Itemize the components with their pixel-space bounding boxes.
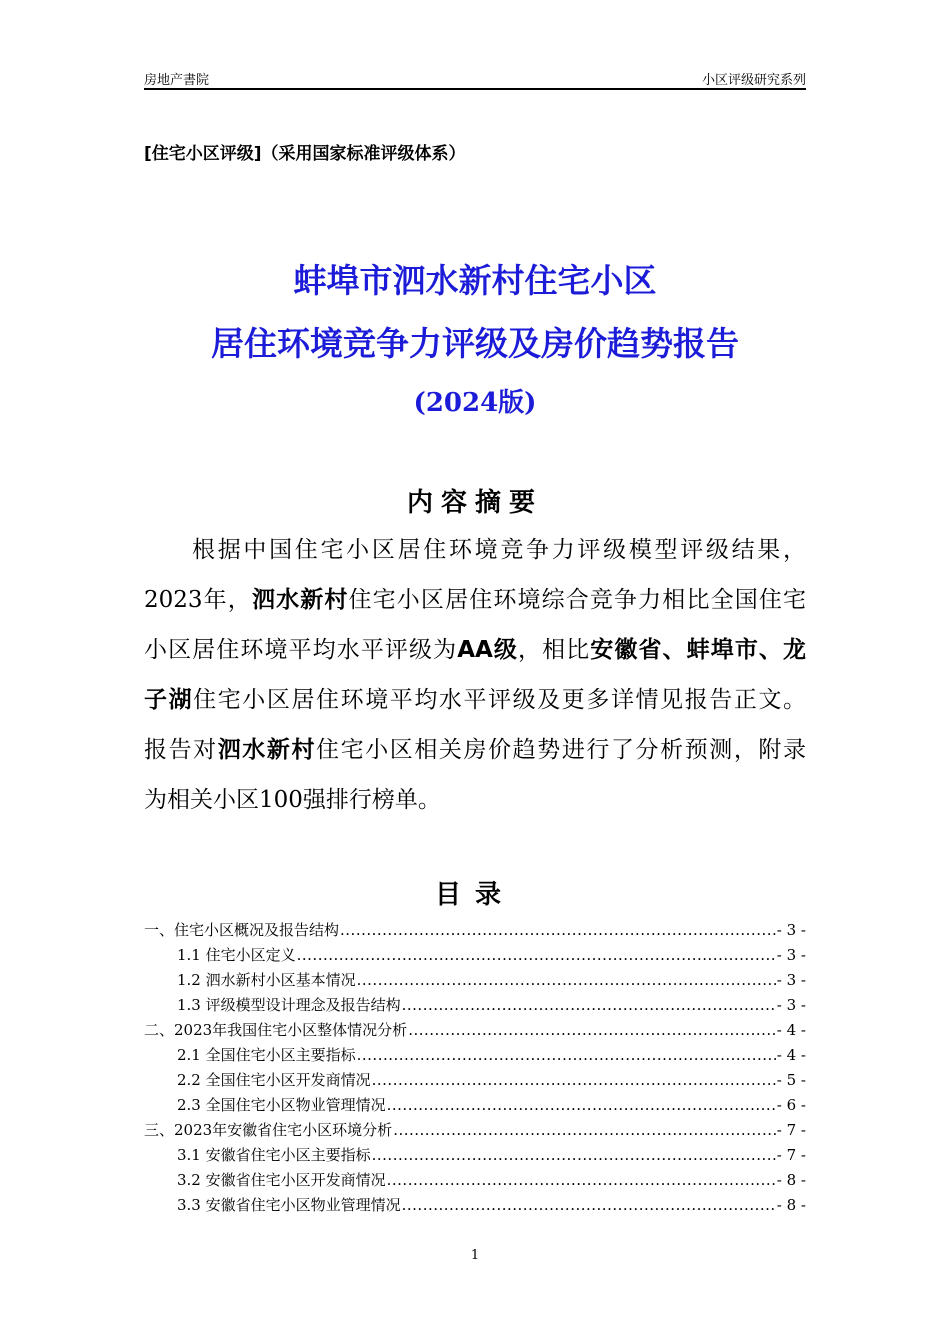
toc-entry-label: 3.2 安徽省住宅小区开发商情况	[177, 1171, 386, 1189]
toc-entry[interactable]	[144, 944, 806, 969]
toc-entry-page: - 3 -	[776, 996, 806, 1014]
toc-dot-leader	[408, 1019, 776, 1041]
abstract-line	[144, 730, 806, 780]
toc-entry-page: - 7 -	[776, 1121, 806, 1139]
abstract-paragraph	[144, 530, 806, 830]
abstract-line	[144, 680, 806, 730]
toc-entry[interactable]	[144, 1119, 806, 1144]
body-text: 住宅小区居住环境综合竞争力相比全国住宅	[348, 587, 807, 613]
toc-entry-page: - 3 -	[776, 971, 806, 989]
body-text: 住宅小区相关房价趋势进行了分析预测，附录	[316, 737, 807, 763]
page-header	[144, 68, 806, 90]
toc-dot-leader	[357, 1044, 776, 1066]
header-publisher: 房地产書院	[144, 73, 210, 88]
report-title-line1: 蚌埠市泗水新村住宅小区	[293, 261, 657, 300]
body-text: 小区居住环境平均水平评级为	[144, 637, 458, 663]
page-number: 1	[470, 1248, 480, 1263]
toc-dot-leader	[372, 1144, 776, 1166]
toc-dot-leader	[402, 1194, 776, 1216]
toc-entry[interactable]	[144, 1019, 806, 1044]
emphasis-text: 泗水新村	[251, 587, 349, 613]
toc-entry[interactable]	[144, 994, 806, 1019]
toc-entry[interactable]	[144, 1069, 806, 1094]
abstract-line	[144, 780, 806, 830]
toc-entry-label: 三、2023年安徽省住宅小区环境分析	[144, 1121, 393, 1139]
body-text: 报告对	[144, 737, 218, 763]
emphasis-text: 泗水新村	[217, 737, 317, 763]
body-text: 住宅小区居住环境平均水平评级及更多详情见报告正文。	[193, 687, 807, 713]
report-edition: (2024版)	[413, 388, 537, 418]
toc-heading: 目录	[434, 880, 515, 910]
toc-dot-leader	[372, 1069, 776, 1091]
toc-dot-leader	[297, 944, 776, 966]
toc-dot-leader	[393, 1119, 776, 1141]
toc-entry-page: - 8 -	[776, 1171, 806, 1189]
abstract-heading: 内容摘要	[406, 488, 543, 518]
toc-entry-page: - 8 -	[776, 1196, 806, 1214]
body-text: ，相比	[518, 637, 591, 663]
toc-entry-page: - 5 -	[776, 1071, 806, 1089]
toc-entry[interactable]	[144, 969, 806, 994]
toc-dot-leader	[387, 1094, 776, 1116]
toc-entry-label: 2.1 全国住宅小区主要指标	[177, 1046, 356, 1064]
toc-entry-page: - 3 -	[776, 946, 806, 964]
toc-dot-leader	[402, 994, 776, 1016]
toc-entry-label: 3.3 安徽省住宅小区物业管理情况	[177, 1196, 401, 1214]
body-text: 根据中国住宅小区居住环境竞争力评级模型评级结果，	[192, 537, 806, 563]
toc-entry[interactable]	[144, 1094, 806, 1119]
emphasis-text: AA级	[457, 637, 518, 663]
report-title-line2: 居住环境竞争力评级及房价趋势报告	[211, 324, 739, 363]
toc-entry[interactable]	[144, 1144, 806, 1169]
table-of-contents	[144, 919, 806, 1219]
toc-entry-label: 二、2023年我国住宅小区整体情况分析	[144, 1021, 408, 1039]
toc-entry-page: - 4 -	[776, 1046, 806, 1064]
toc-entry-label: 1.1 住宅小区定义	[177, 946, 296, 964]
header-series: 小区评级研究系列	[701, 73, 806, 88]
toc-entry-label: 2.2 全国住宅小区开发商情况	[177, 1071, 371, 1089]
toc-entry[interactable]	[144, 1044, 806, 1069]
toc-entry[interactable]	[144, 919, 806, 944]
emphasis-text: 子湖	[144, 687, 194, 713]
toc-dot-leader	[387, 1169, 776, 1191]
toc-entry-label: 1.3 评级模型设计理念及报告结构	[177, 996, 401, 1014]
toc-entry-page: - 6 -	[776, 1096, 806, 1114]
toc-entry-page: - 7 -	[776, 1146, 806, 1164]
abstract-line	[144, 530, 806, 580]
report-category-tag: [住宅小区评级]（采用国家标准评级体系）	[144, 144, 466, 164]
toc-entry-page: - 4 -	[776, 1021, 806, 1039]
toc-entry-label: 一、住宅小区概况及报告结构	[144, 921, 340, 939]
toc-entry-label: 2.3 全国住宅小区物业管理情况	[177, 1096, 386, 1114]
toc-entry-label: 3.1 安徽省住宅小区主要指标	[177, 1146, 371, 1164]
abstract-line	[144, 580, 806, 630]
toc-entry-page: - 3 -	[776, 921, 806, 939]
emphasis-text: 安徽省、蚌埠市、龙	[590, 637, 807, 663]
toc-dot-leader	[357, 969, 776, 991]
abstract-line	[144, 630, 806, 680]
toc-entry[interactable]	[144, 1169, 806, 1194]
body-text: 为相关小区100强排行榜单。	[144, 787, 441, 813]
body-text: 2023年，	[144, 587, 252, 613]
toc-entry-label: 1.2 泗水新村小区基本情况	[177, 971, 356, 989]
toc-dot-leader	[340, 919, 776, 941]
toc-entry[interactable]	[144, 1194, 806, 1219]
